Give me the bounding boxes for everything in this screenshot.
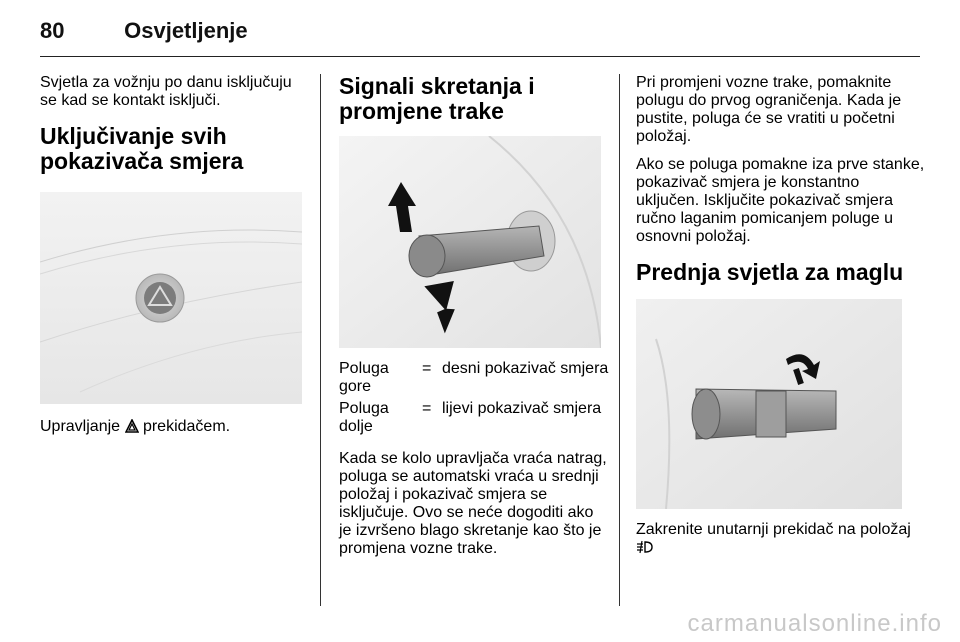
hazard-caption: [40, 418, 310, 436]
turn-signal-body: Kada se kolo upravljača vraća natrag, poluga se automatski vraća u srednji položaj i pokazivač smjera se isključuje. Ovo se neće dogoditi ako je izvršeno blago skretanje kao što je promjena vozne trake.: [339, 450, 607, 557]
hazard-switch-figure: [40, 192, 302, 404]
column-divider-1: [320, 74, 321, 606]
lever-direction-table: [339, 360, 609, 436]
fog-caption: [636, 521, 926, 557]
hazard-warning-icon: [125, 419, 139, 433]
column-left: [40, 74, 310, 446]
page-number: 80: [40, 18, 65, 43]
fog-light-switch-figure: [636, 299, 902, 509]
caption-text-after: prekidačem.: [142, 418, 231, 435]
front-fog-light-icon: [636, 540, 654, 554]
turn-signal-lever-figure: [339, 136, 601, 348]
term-lever-up: Poluga gore: [339, 360, 389, 395]
term-lever-down: Poluga dolje: [339, 400, 389, 435]
desc-left-indicator: lijevi pokazivač smjera: [442, 400, 602, 417]
column-divider-2: [619, 74, 620, 606]
watermark: carmanualsonline.info: [687, 610, 942, 637]
eq-sign: =: [422, 360, 432, 377]
page-header: [40, 18, 248, 44]
fog-caption-text: Zakrenite unutarnji prekidač na položaj: [636, 521, 911, 538]
column-middle: [339, 74, 609, 568]
constant-indicator-paragraph: Ako se poluga pomakne iza prve stanke, pokazivač smjera je konstantno uključen. Isključite pokazivač smjera ručno laganim pomicanjem poluge u osnovni položaj.: [636, 156, 925, 245]
header-rule: [40, 56, 920, 57]
desc-right-indicator: desni pokazivač smjera: [442, 360, 609, 377]
lane-change-paragraph: Pri promjeni vozne trake, pomaknite polugu do prvog ograničenja. Kada je pustite, poluga će se vratiti u početni položaj.: [636, 74, 902, 145]
turn-signal-heading: Signali skretanja i promjene trake: [339, 73, 535, 124]
intro-paragraph: Svjetla za vožnju po danu isključuju se kad se kontakt isključi.: [40, 74, 292, 109]
eq-sign: =: [422, 400, 432, 417]
caption-text-before: Upravljanje: [40, 418, 121, 435]
column-right: [636, 74, 926, 567]
fog-lights-heading: Prednja svjetla za maglu: [636, 259, 904, 285]
hazard-heading: Uključivanje svih pokazivača smjera: [40, 123, 244, 174]
section-title: Osvjetljenje: [124, 18, 248, 43]
